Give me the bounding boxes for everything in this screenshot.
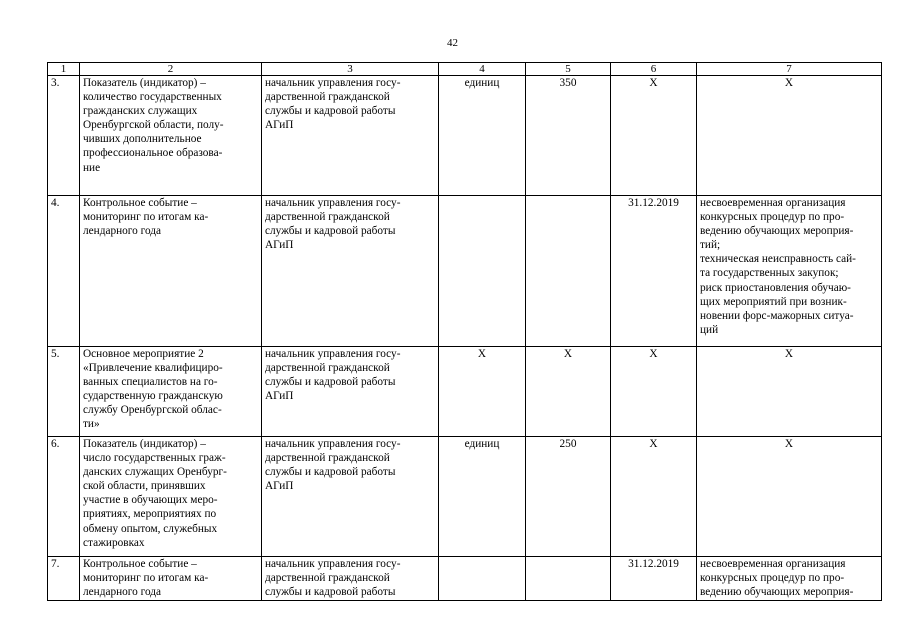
row-number: 5. [48,347,80,437]
column-header-5: 5 [526,63,611,76]
column-header-3: 3 [262,63,439,76]
row-value: Х [526,347,611,437]
row-responsible: начальник управления госу- дарственной гражданской службы и кадровой работы [262,557,439,601]
row-date: 31.12.2019 [611,557,697,601]
row-responsible: начальник управления госу- дарственной гражданской службы и кадровой работы АГиП [262,437,439,557]
row-unit: единиц [439,76,526,196]
row-risk: несвоевременная организация конкурсных процедур по про- ведению обучающих мероприя- [697,557,882,601]
table-row [48,557,882,601]
row-unit [439,196,526,347]
row-name: Показатель (индикатор) – количество государственных гражданских служащих Оренбургской области, полу- чивших дополнительное профессиональное образова- ние [80,76,262,196]
row-value: 250 [526,437,611,557]
table-row [48,76,882,196]
row-number: 6. [48,437,80,557]
table-row [48,437,882,557]
plan-table [47,62,882,601]
row-risk: несвоевременная организация конкурсных процедур по про- ведению обучающих мероприя- тий; техническая неисправность сай- та государственных закупок; риск приостановления обучаю- щих мероприятий при возник- новении форс-мажорных ситуа- ций [697,196,882,347]
header-row [48,63,882,76]
column-header-7: 7 [697,63,882,76]
row-number: 4. [48,196,80,347]
column-header-6: 6 [611,63,697,76]
row-name: Показатель (индикатор) – число государственных граж- данских служащих Оренбург- ской области, принявших участие в обучающих меро- приятиях, мероприятиях по обмену опытом, служебных стажировках [80,437,262,557]
column-header-4: 4 [439,63,526,76]
row-date: Х [611,437,697,557]
table-row [48,196,882,347]
row-date: Х [611,347,697,437]
row-name: Контрольное событие – мониторинг по итогам ка- лендарного года [80,557,262,601]
row-unit [439,557,526,601]
row-number: 7. [48,557,80,601]
row-responsible: начальник управления госу- дарственной гражданской службы и кадровой работы АГиП [262,196,439,347]
row-name: Контрольное событие – мониторинг по итогам ка- лендарного года [80,196,262,347]
column-header-2: 2 [80,63,262,76]
row-date: Х [611,76,697,196]
row-unit: единиц [439,437,526,557]
row-responsible: начальник управления госу- дарственной гражданской службы и кадровой работы АГиП [262,347,439,437]
row-value: 350 [526,76,611,196]
row-risk: Х [697,76,882,196]
column-header-1: 1 [48,63,80,76]
row-risk: Х [697,347,882,437]
row-date: 31.12.2019 [611,196,697,347]
row-responsible: начальник управления госу- дарственной гражданской службы и кадровой работы АГиП [262,76,439,196]
row-name: Основное мероприятие 2 «Привлечение квалифициро- ванных специалистов на го- сударственную гражданскую службу Оренбургской облас- ти» [80,347,262,437]
row-unit: Х [439,347,526,437]
row-number: 3. [48,76,80,196]
page-number: 42 [447,37,458,49]
row-risk: Х [697,437,882,557]
table-row [48,347,882,437]
row-value [526,196,611,347]
row-value [526,557,611,601]
